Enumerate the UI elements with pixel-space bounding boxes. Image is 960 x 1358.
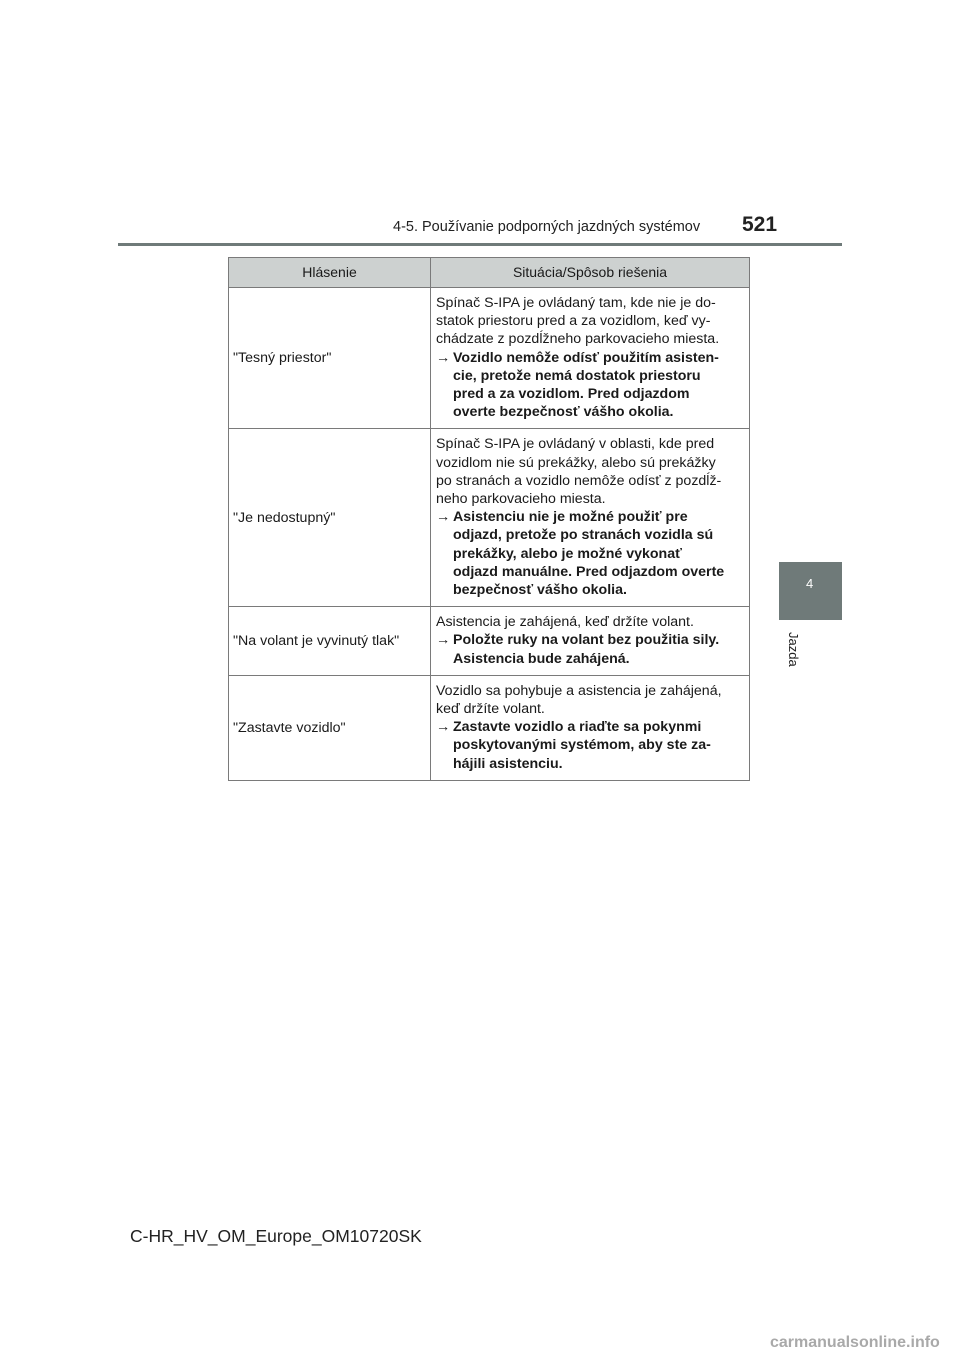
action-text: Položte ruky na volant bez použitia sily. Asistencia bude zahájená. <box>453 632 720 667</box>
situation-cell <box>431 288 750 429</box>
header-divider <box>118 243 842 246</box>
section-title: 4-5. Používanie podporných jazdných systémov <box>393 219 701 235</box>
message-cell: "Tesný priestor" <box>229 288 431 429</box>
page-number: 521 <box>742 213 778 236</box>
situation-text: Vozidlo sa pohybuje a asistencia je zahájená, keď držíte volant. <box>436 682 722 718</box>
action-line <box>436 508 745 599</box>
chapter-number: 4 <box>806 576 814 591</box>
table-row <box>229 675 750 780</box>
situation-text: Asistencia je zahájená, keď držíte volant. <box>436 614 694 631</box>
table-row <box>229 429 750 607</box>
action-line <box>436 718 745 773</box>
table-body <box>229 288 750 781</box>
column-header-message: Hlásenie <box>229 258 431 288</box>
situation-cell <box>431 675 750 780</box>
chapter-tab <box>779 562 842 620</box>
chapter-label: Jazda <box>786 632 801 667</box>
message-cell: "Na volant je vyvinutý tlak" <box>229 607 431 676</box>
situation-text: Spínač S-IPA je ovládaný tam, kde nie je do- statok priestoru pred a za vozidlom, keď vy- chádzate z pozdĺžneho parkovacieho miesta. <box>436 295 720 348</box>
watermark: carmanualsonline.info <box>770 1334 940 1351</box>
arrow-right-icon: → <box>436 349 451 366</box>
action-text: Zastavte vozidlo a riaďte sa pokynmi poskytovanými systémom, aby ste za- hájili asistenciu. <box>453 719 711 772</box>
action-line <box>436 349 745 422</box>
arrow-right-icon: → <box>436 632 451 649</box>
table-header-row <box>229 258 750 288</box>
arrow-right-icon: → <box>436 719 451 736</box>
action-line <box>436 631 745 667</box>
message-cell: "Zastavte vozidlo" <box>229 675 431 780</box>
action-text: Vozidlo nemôže odísť použitím asisten- cie, pretože nemá dostatok priestoru pred a za vozidlom. Pred odjazdom overte bezpečnosť vášho okolia. <box>453 349 719 421</box>
situation-cell <box>431 429 750 607</box>
message-cell: "Je nedostupný" <box>229 429 431 607</box>
messages-table <box>228 257 750 781</box>
column-header-situation: Situácia/Spôsob riešenia <box>431 258 750 288</box>
document-code: C-HR_HV_OM_Europe_OM10720SK <box>130 1226 422 1246</box>
situation-text: Spínač S-IPA je ovládaný v oblasti, kde pred vozidlom nie sú prekážky, alebo sú prekážky po stranách a vozidlo nemôže odísť z pozdĺž- neho parkovacieho miesta. <box>436 436 722 508</box>
table-row <box>229 288 750 429</box>
arrow-right-icon: → <box>436 509 451 526</box>
action-text: Asistenciu nie je možné použiť pre odjazd, pretože po stranách vozidla sú prekážky, alebo je možné vykonať odjazd manuálne. Pred odjazdom overte bezpečnosť vášho okolia. <box>453 509 725 599</box>
situation-cell <box>431 607 750 676</box>
table-row <box>229 607 750 676</box>
